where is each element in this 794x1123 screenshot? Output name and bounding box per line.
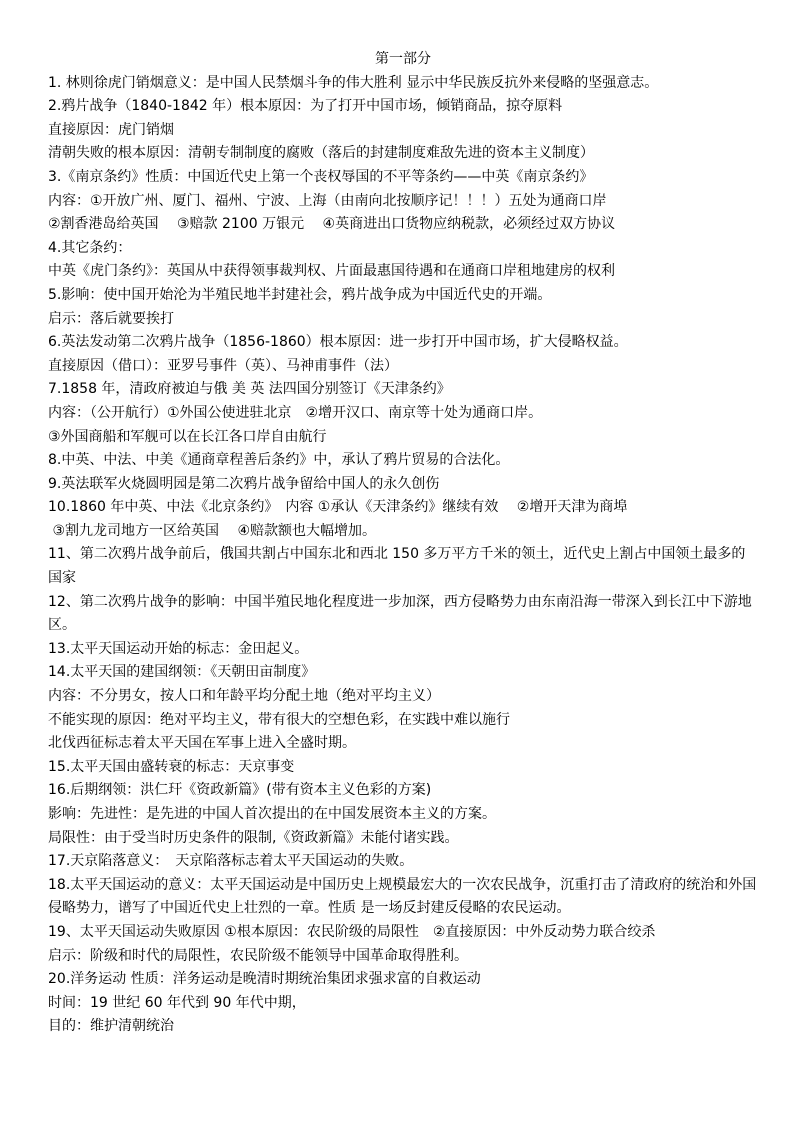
- text-line: 16.后期纲领：洪仁玕《资政新篇》(带有资本主义色彩的方案): [48, 782, 432, 799]
- text-line: 5.影响：使中国开始沦为半殖民地半封建社会，鸦片战争成为中国近代史的开端。: [48, 286, 552, 303]
- text-line: 10.1860 年中英、中法《北京条约》 内容 ①承认《天津条约》继续有效 ②增开天津为商埠: [48, 499, 628, 516]
- text-line: 2.鸦片战争（1840-1842 年）根本原因：为了打开中国市场，倾销商品，掠夺原料: [48, 98, 563, 115]
- text-line: 内容：不分男女，按人口和年龄平均分配土地（绝对平均主义）: [48, 688, 440, 705]
- text-line: ②割香港岛给英国 ③赔款 2100 万银元 ④英商进出口货物应纳税款，必须经过双方协议: [48, 216, 616, 233]
- document-page: [48, 48, 758, 1039]
- text-line: 直接原因：虎门销烟: [48, 121, 174, 138]
- text-paragraph: 12、第二次鸦片战争的影响：中国半殖民地化程度进一步加深，西方侵略势力由东南沿海一带深入到长江中下游地区。: [48, 593, 752, 634]
- text-line: 目的：维护清朝统治: [48, 1018, 174, 1035]
- text-line: 1. 林则徐虎门销烟意义：是中国人民禁烟斗争的伟大胜利 显示中华民族反抗外来侵略的坚强意志。: [48, 74, 659, 91]
- text-line: 北伐西征标志着太平天国在军事上进入全盛时期。: [48, 735, 356, 752]
- text-line: 20.洋务运动 性质：洋务运动是晚清时期统治集团求强求富的自救运动: [48, 971, 481, 988]
- text-line: 影响：先进性：是先进的中国人首次提出的在中国发展资本主义的方案。: [48, 806, 496, 822]
- text-line: 清朝失败的根本原因：清朝专制制度的腐败（落后的封建制度难敌先进的资本主义制度）: [48, 145, 594, 162]
- text-line: 13.太平天国运动开始的标志：金田起义。: [48, 640, 309, 657]
- text-line: 局限性：由于受当时历史条件的限制,《资政新篇》未能付诸实践。: [48, 829, 459, 846]
- text-line: 4.其它条约：: [48, 239, 132, 256]
- text-line: ③割九龙司地方一区给英国 ④赔款额也大幅增加。: [48, 522, 377, 539]
- text-paragraph: 18.太平天国运动的意义：太平天国运动是中国历史上规模最宏大的一次农民战争，沉重打击了清政府的统治和外国侵略势力，谱写了中国近代史上壮烈的一章。性质 是一场反封建反侵略的农民运动。: [48, 876, 757, 917]
- text-line: 启示：落后就要挨打: [48, 310, 174, 327]
- text-line: 启示：阶级和时代的局限性，农民阶级不能领导中国革命取得胜利。: [48, 947, 468, 964]
- text-line: 17.天京陷落意义： 天京陷落标志着太平天国运动的失败。: [48, 853, 414, 870]
- text-line: 直接原因（借口）：亚罗号事件（英）、马神甫事件（法）: [48, 357, 398, 374]
- text-line: 中英《虎门条约》：英国从中获得领事裁判权、片面最惠国待遇和在通商口岸租地建房的权利: [48, 263, 615, 280]
- text-line: ③外国商船和军舰可以在长江各口岸自由航行: [48, 428, 327, 445]
- text-line: 6.英法发动第二次鸦片战争（1856-1860）根本原因：进一步打开中国市场，扩大侵略权益。: [48, 334, 628, 351]
- document-title: 第一部分: [375, 51, 431, 67]
- text-line: 8.中英、中法、中美《通商章程善后条约》中，承认了鸦片贸易的合法化。: [48, 452, 510, 469]
- text-paragraph: 11、第二次鸦片战争前后，俄国共割占中国东北和西北 150 多万平方千米的领土，近代史上割占中国领土最多的国家: [48, 546, 746, 587]
- text-line: 15.太平天国由盛转衰的标志：天京事变: [48, 758, 295, 775]
- text-line: 14.太平天国的建国纲领：《天朝田亩制度》: [48, 664, 316, 681]
- text-line: 时间：19 世纪 60 年代到 90 年代中期，: [48, 994, 306, 1011]
- text-line: 19、太平天国运动失败原因 ①根本原因：农民阶级的局限性 ②直接原因：中外反动势力联合绞杀: [48, 923, 656, 940]
- text-line: 不能实现的原因：绝对平均主义，带有很大的空想色彩，在实践中难以施行: [48, 711, 510, 728]
- text-line: 9.英法联军火烧圆明园是第二次鸦片战争留给中国人的永久创伤: [48, 475, 440, 492]
- text-line: 3.《南京条约》性质：中国近代史上第一个丧权辱国的不平等条约——中英《南京条约》: [48, 168, 594, 185]
- text-line: 内容：①开放广州、厦门、福州、宁波、上海（由南向北按顺序记！！！）五处为通商口岸: [48, 192, 607, 209]
- text-line: 7.1858 年，清政府被迫与俄 美 英 法四国分别签订《天津条约》: [48, 381, 451, 398]
- text-line: 内容：（公开航行）①外国公使进驻北京 ②增开汉口、南京等十处为通商口岸。: [48, 404, 543, 421]
